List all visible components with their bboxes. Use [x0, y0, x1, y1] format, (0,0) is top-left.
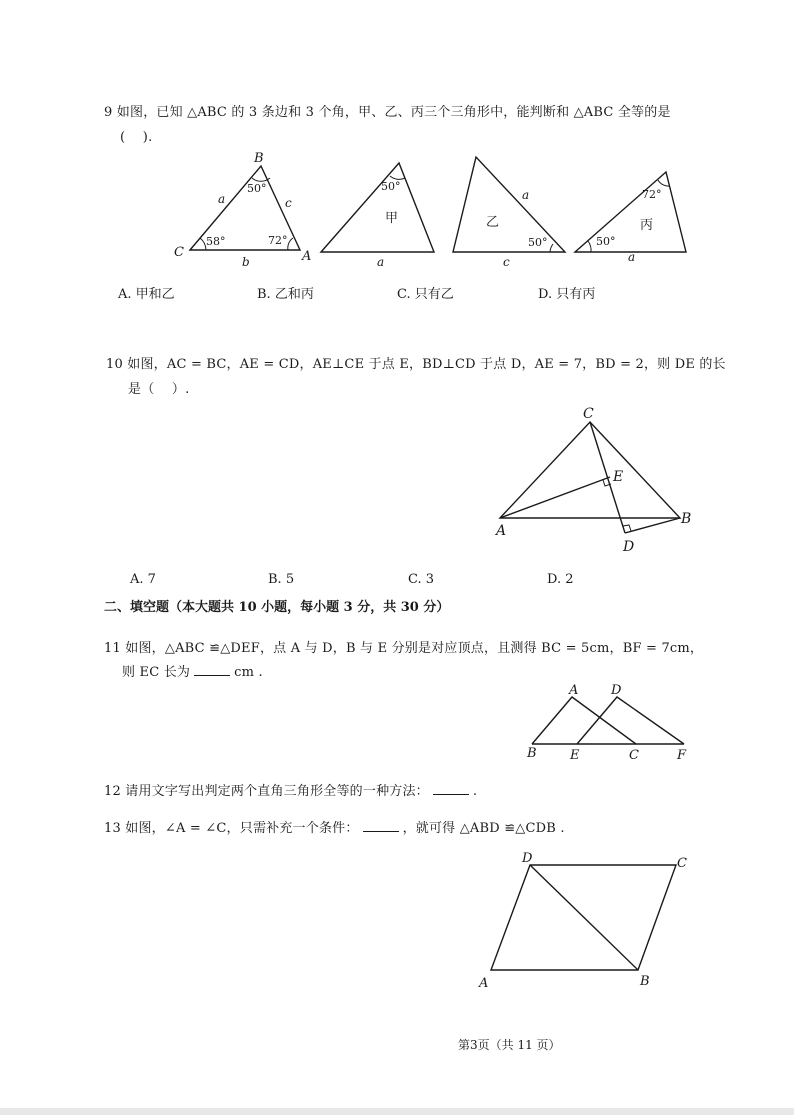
label-c: c — [285, 196, 292, 210]
q13-label-D: D — [522, 851, 533, 866]
q11-label-E: E — [570, 748, 580, 763]
label-B: B — [254, 151, 264, 166]
q11-label-F: F — [677, 748, 687, 763]
q10-option-a: A. 7 — [130, 572, 156, 587]
q12-end: . — [472, 784, 478, 799]
q11-stem-2b: cm . — [234, 665, 263, 680]
q10-option-d: D. 2 — [547, 572, 574, 587]
bottom-edge-bar — [0, 1108, 794, 1115]
section-2-heading: 二、填空题（本大题共 10 小题，每小题 3 分，共 30 分） — [104, 600, 450, 615]
q9-stem: 9 如图，已知 △ABC 的 3 条边和 3 个角，甲、乙、丙三个三角形中，能判断和 △ABC 全等的是 — [104, 105, 671, 120]
q11-stem-2a: 则 EC 长为 — [122, 665, 191, 680]
bing-angle1: 72° — [642, 188, 662, 201]
q11-label-D: D — [611, 683, 622, 698]
q10-label-E: E — [613, 469, 624, 485]
bing-side: a — [628, 250, 636, 264]
label-b: b — [242, 255, 250, 269]
q13-text-b: ，就可得 △ABD ≌△CDB . — [402, 821, 565, 836]
q10-stem-2: 是（ ）. — [128, 382, 190, 397]
q11-label-A: A — [569, 683, 579, 698]
angle-C: 58° — [206, 235, 226, 248]
angle-A: 72° — [268, 234, 288, 247]
angle-B: 50° — [247, 182, 267, 195]
q9-option-b: B. 乙和丙 — [257, 287, 314, 302]
q10-option-c: C. 3 — [408, 572, 435, 587]
jia-angle: 50° — [381, 180, 401, 193]
q10-label-B: B — [681, 511, 692, 527]
yi-side1: a — [522, 188, 530, 202]
q10-option-b: B. 5 — [268, 572, 295, 587]
q11-stem: 11 如图，△ABC ≌△DEF，点 A 与 D，B 与 E 分别是对应顶点，且测得 BC = 5cm，BF = 7cm， — [104, 641, 704, 656]
label-a: a — [218, 192, 226, 206]
q9-option-d: D. 只有丙 — [538, 287, 596, 302]
q10-label-D: D — [623, 539, 635, 555]
yi-angle: 50° — [528, 236, 548, 249]
q11-label-B: B — [527, 746, 537, 761]
q12-text: 12 请用文字写出判定两个直角三角形全等的一种方法： — [104, 784, 429, 799]
label-C: C — [174, 245, 184, 260]
q9-paren: ( ). — [120, 130, 153, 145]
jia-side: a — [377, 255, 385, 269]
q13-label-C: C — [677, 856, 687, 871]
bing-name: 丙 — [640, 218, 654, 233]
q13-label-A: A — [479, 976, 489, 991]
label-A: A — [302, 249, 312, 264]
q10-label-C: C — [583, 406, 594, 422]
q13-label-B: B — [640, 974, 650, 989]
q10-label-A: A — [496, 523, 507, 539]
q10-stem: 10 如图，AC = BC，AE = CD，AE⊥CE 于点 E，BD⊥CD 于点 D，AE = 7，BD = 2，则 DE 的长 — [106, 357, 726, 372]
q11-label-C: C — [629, 748, 639, 763]
q9-option-c: C. 只有乙 — [397, 287, 454, 302]
yi-name: 乙 — [486, 215, 500, 230]
bing-angle2: 50° — [596, 235, 616, 248]
jia-name: 甲 — [385, 211, 399, 226]
page-footer: 第3页（共 11 页） — [458, 1038, 561, 1052]
yi-side2: c — [503, 255, 510, 269]
q13-text-a: 13 如图，∠A = ∠C，只需补充一个条件： — [104, 821, 359, 836]
q9-option-a: A. 甲和乙 — [118, 287, 175, 302]
